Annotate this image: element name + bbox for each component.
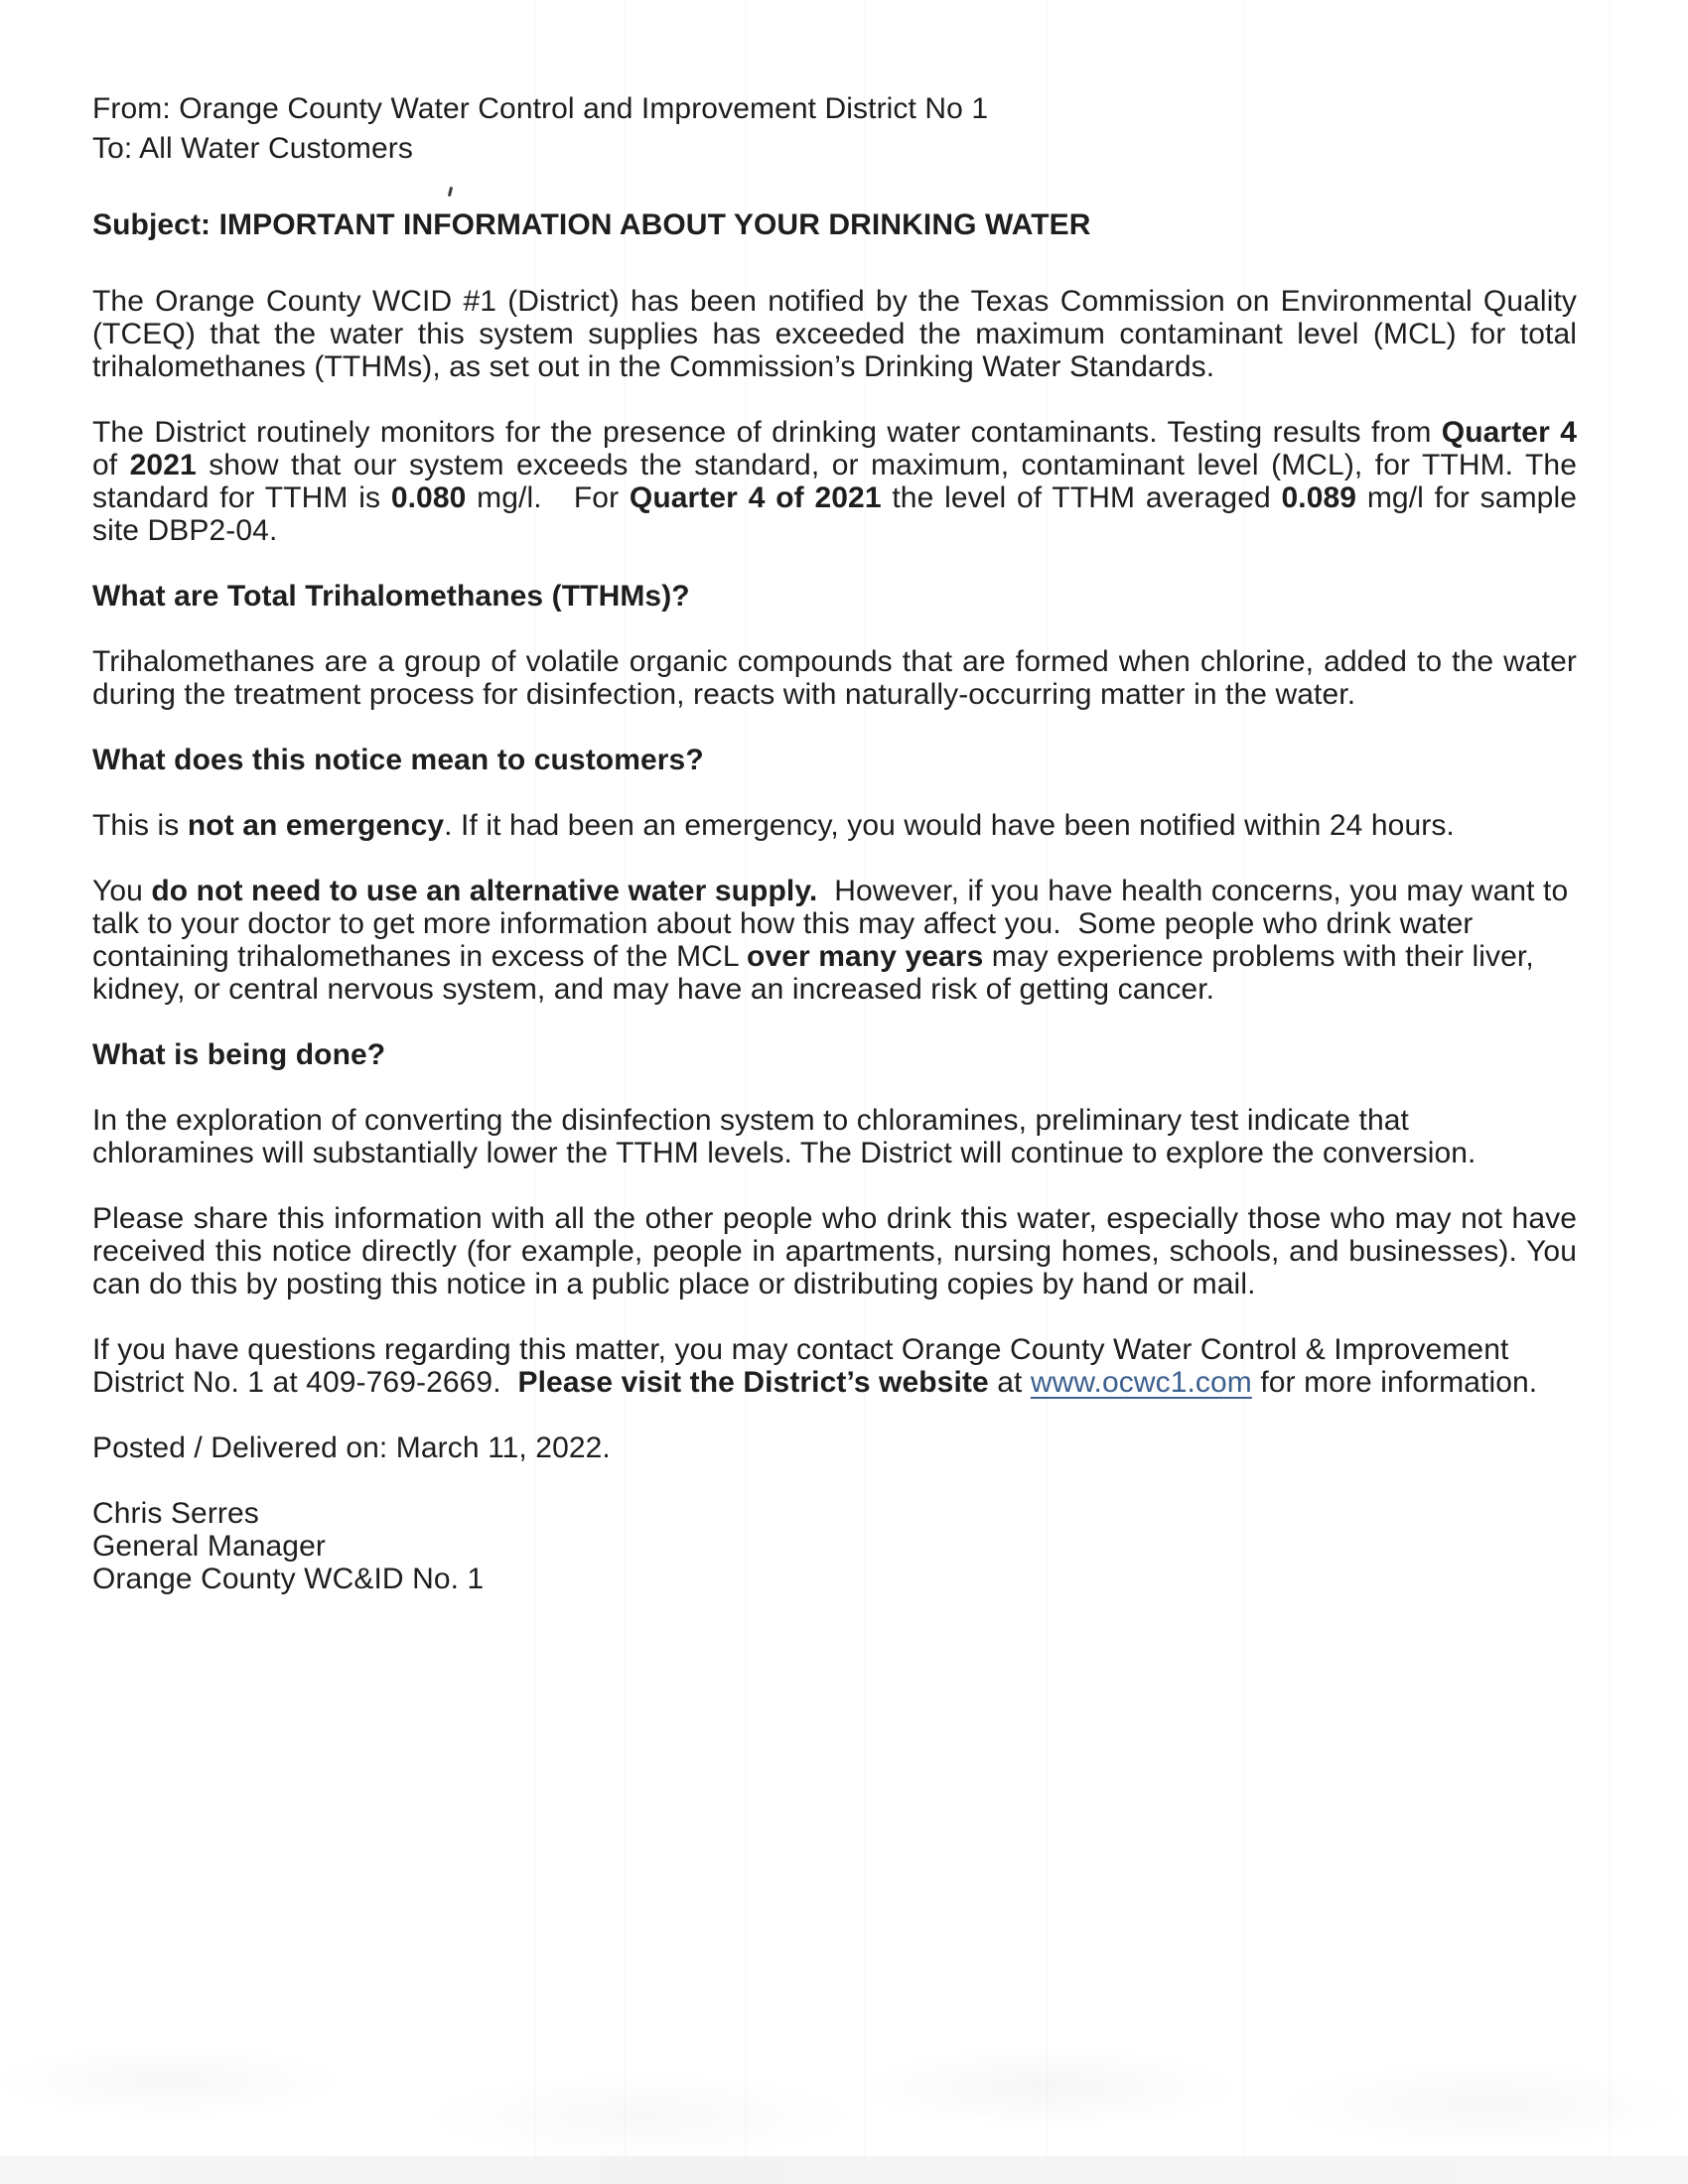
paragraph-monitoring	[92, 416, 1577, 547]
signature-name: Chris Serres	[92, 1497, 259, 1530]
paragraph-tthm-definition	[92, 645, 1577, 711]
text-run: may experience problems with their liver, kidney, or central nervous system, and may have an increased risk of getting cancer.	[92, 940, 1534, 1006]
website-link[interactable]: www.ocwc1.com	[1030, 1366, 1252, 1399]
posted-date-line: Posted / Delivered on: March 11, 2022.	[92, 1432, 611, 1464]
bold-text-run: 0.089	[1281, 481, 1357, 514]
scan-noise-band	[0, 2040, 1688, 2157]
paragraph-chloramines	[92, 1104, 1577, 1169]
paragraph-notified	[92, 285, 1577, 383]
signature-block	[92, 1497, 1577, 1595]
bold-text-run: Please visit the District’s website	[517, 1366, 989, 1399]
text-run: The Orange County WCID #1 (District) has been notified by the Texas Commission on Environmental Quality (TCEQ) that the water this system supplies has exceeded the maximum contaminant level (MCL) for total trihalomethanes (TTHMs), as set out in the Commission’s Drinking Water Standards.	[92, 285, 1577, 383]
subject-line: Subject: IMPORTANT INFORMATION ABOUT YOUR DRINKING WATER	[92, 208, 1091, 241]
paragraph-alternative-supply	[92, 875, 1577, 1006]
text-run: the level of TTHM averaged	[881, 481, 1282, 514]
bold-text-run: not an emergency	[187, 809, 445, 842]
paragraph-contact	[92, 1333, 1577, 1399]
to-line: To: All Water Customers	[92, 132, 413, 165]
text-run: However, if you have health concerns, you may want to talk to your doctor to get more information about how this may affect you. Some people who drink water containing trihalomethanes in excess of the MCL	[92, 875, 1569, 973]
text-run: In the exploration of converting the disinfection system to chloramines, preliminary test indicate that chloramines will substantially lower the TTHM levels. The District will continue to explore the conversion.	[92, 1104, 1477, 1169]
bold-text-run: over many years	[747, 940, 984, 973]
letter-header	[92, 89, 1577, 169]
heading-what-are-tthms: What are Total Trihalomethanes (TTHMs)?	[92, 580, 690, 613]
bold-text-run: 2021	[129, 449, 197, 481]
bold-text-run: do not need to use an alternative water supply.	[151, 875, 818, 907]
signature-title: General Manager	[92, 1530, 326, 1563]
text-run: for more information.	[1251, 1366, 1538, 1399]
text-run: The District routinely monitors for the presence of drinking water contaminants. Testing results from	[92, 416, 1442, 449]
text-run: mg/l for sample site DBP2-04.	[92, 481, 1577, 547]
text-run: This is	[92, 809, 188, 842]
text-run: at	[988, 1366, 1031, 1399]
scan-streak	[1609, 0, 1611, 2184]
text-run: show that our system exceeds the standard, or maximum, contaminant level (MCL), for TTHM. The standard for TTHM is	[92, 449, 1577, 514]
text-run: mg/l. For	[466, 481, 630, 514]
bold-text-run: 0.080	[390, 481, 467, 514]
text-run: Trihalomethanes are a group of volatile organic compounds that are formed when chlorine, added to the water during the treatment process for disinfection, reacts with naturally-occurring matter in the water.	[92, 645, 1577, 711]
signature-org: Orange County WC&ID No. 1	[92, 1563, 485, 1595]
paragraph-not-emergency	[92, 809, 1577, 842]
bold-text-run: Quarter 4 of 2021	[629, 481, 882, 514]
letter-body	[92, 89, 1577, 1595]
text-run: If you have questions regarding this matter, you may contact Orange County Water Control & Improvement District No. 1 at 409-769-2669.	[92, 1333, 1509, 1399]
bold-text-run: Quarter 4	[1441, 416, 1577, 449]
text-run: of	[92, 449, 130, 481]
scan-bottom-strip	[0, 2156, 1688, 2184]
from-line: From: Orange County Water Control and Improvement District No 1	[92, 92, 989, 125]
text-run: You	[92, 875, 152, 907]
text-run: . If it had been an emergency, you would have been notified within 24 hours.	[444, 809, 1455, 842]
heading-notice-meaning: What does this notice mean to customers?	[92, 744, 704, 776]
paragraph-share-notice	[92, 1202, 1577, 1300]
text-run: Please share this information with all the other people who drink this water, especially those who may not have received this notice directly (for example, people in apartments, nursing homes, schools, and businesses). You can do this by posting this notice in a public place or distributing copies by hand or mail.	[92, 1202, 1577, 1300]
heading-what-is-being-done: What is being done?	[92, 1038, 386, 1071]
